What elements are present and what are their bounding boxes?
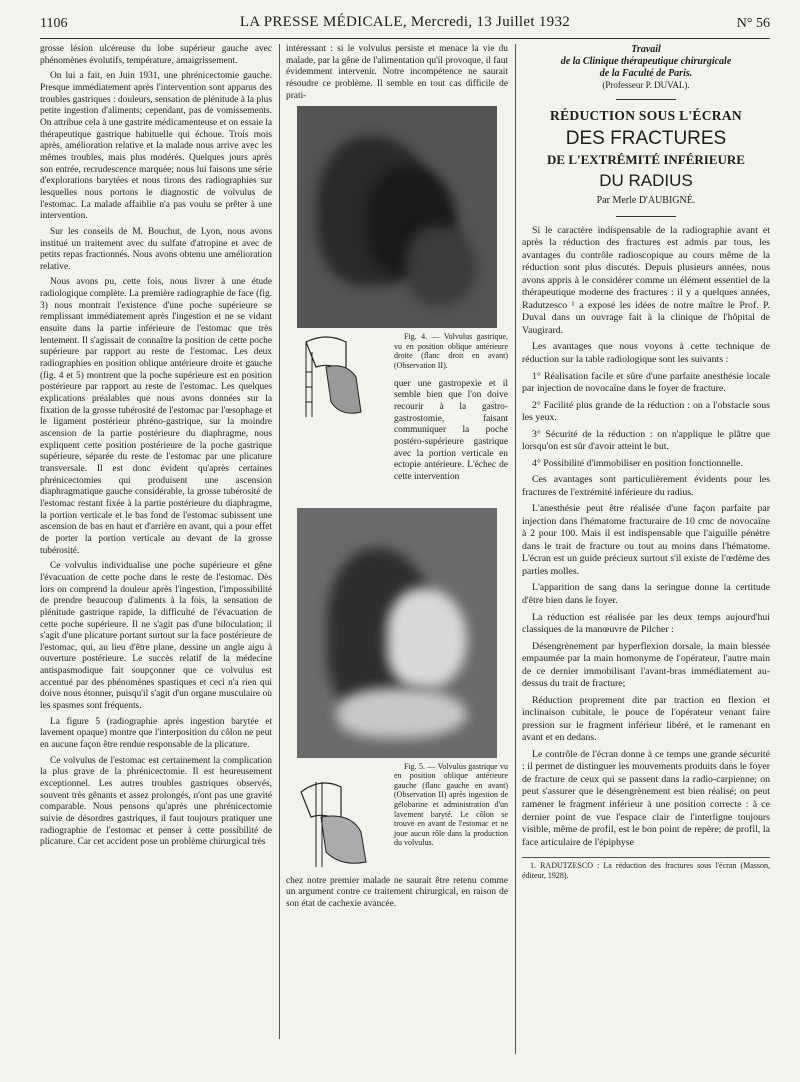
article-title-line: DE L'EXTRÉMITÉ INFÉRIEURE [547,152,745,168]
professor-line: (Professeur P. DUVAL). [602,80,690,90]
paragraph: L'anesthésie peut être réalisée d'une façon parfaite par injection dans l'hématome fracturaire de 10 cmc de novocaïne à 2 pour 100. Mais il est indispensable que l'aiguille pénètre dans le trait de fracture ou tout au moins dans l'hématome. L'écran est un guide précieux surtout s'il existe de l'œdème des parties molles. [522,503,770,577]
paragraph: quer une gastropexie et il semble bien que l'on doive recourir à la gastro-gastrostomie, faisant communiquer la poche postéro-supérieure gastrique avec la portion verticale en ectopie antérieure. L'échec de cette intervention [394,378,508,482]
institution-line: Travail [631,44,661,55]
column-rule [515,44,516,1054]
column-3 [522,44,770,1074]
figure-5-radiograph [297,508,497,758]
institution-note [522,44,770,91]
paragraph: Ce volvulus individualise une poche supérieure et gêne l'évacuation de cette poche dans le reste de l'estomac. Dès lors on comprend la douleur après l'ingestion, l'impossibilité de prendre beaucoup d'aliments à la fois, la sensation de plénitude gastrique rapide, la difficulté de l'évacuation de cette poche supérieure. Il ne s'agit pas d'une biloculation; il s'agit d'une plicature portant surtout sur la face postérieure de l'estomac, qui, au lieu d'être plane, dessine un angle aigu à ouverture postérieure. Le succès relatif de la médecine antispasmodique fait soupçonner que ce volvulus est accentué par des phénomènes spastiques et ceci n'a rien qui doive nous étonner, puisqu'il s'agit d'un organe musculaire où les spasmes sont fréquents. [40,561,272,712]
paragraph: L'apparition de sang dans la seringue donne la certitude d'être bien dans le foyer. [522,582,770,606]
paragraph: 3° Sécurité de la réduction : on n'applique le plâtre que lorsqu'on est sûr d'avoir atteint le but. [522,428,770,453]
institution-line: de la Faculté de Paris. [599,68,693,79]
figure-4-sketch [286,332,386,422]
paragraph: intéressant : si le volvulus persiste et menace la vie du malade, par la gêne de l'alimentation qu'il provoque, il faut évidemment intervenir. Notre incompétence ne saurait résoudre ce problème. Il semble en tout cas difficile de prati- [286,44,508,101]
figure-5-caption: Fig. 5. — Volvulus gastrique vu en position oblique antérieure gauche (flanc gauche en avant) (Observation II) après ingestion de gélobarine et administration d'un lavement baryté. Le côlon se trouve en avant de l'estomac et ne joue aucun rôle dans la production du volvulus. [394,761,508,848]
paragraph: La réduction est réalisée par les deux temps aujourd'hui classiques de la manœuvre de Pilcher : [522,611,770,636]
separator [616,99,676,100]
paragraph: Les avantages que nous voyons à cette technique de réduction sur la table radiologique sont les suivants : [522,341,770,365]
institution-line: de la Clinique thérapeutique chirurgicale [560,56,732,67]
paragraph: 2° Facilité plus grande de la réduction : on a l'obstacle sous les yeux. [522,399,770,424]
article-title-line: DES FRACTURES [565,127,727,149]
page-number: 1106 [40,16,68,31]
article-title-line: RÉDUCTION SOUS L'ÉCRAN [550,107,742,123]
page-header [40,12,770,39]
paragraph: La figure 5 (radiographie après ingestion barytée et lavement opaque) montre que l'interposition du côlon ne peut en aucune façon être rendue responsable de la plicature. [40,716,272,751]
paragraph: Ce volvulus de l'estomac est certainement la complication la plus grave de la phrénicectomie. Il est heureusement exceptionnel. Les autres troubles gastriques observés, souvent très gênants et assez prolongés, n'ont pas une gravité comparable. Nous pensons qu'après une phrénicectomie suivie de désordres gastriques, il faut toujours pratiquer une radiographie de l'estomac et penser à cette possibilité de plicature. Car cet accident pose un problème chirurgical très [40,755,272,848]
journal-title: LA PRESSE MÉDICALE, Mercredi, 13 Juillet 1932 [239,14,571,30]
figure-4-caption: Fig. 4. — Volvulus gastrique, vu en position oblique antérieure droite (flanc droit en avant) (Observation II). [394,332,508,371]
paragraph: grosse lésion ulcéreuse du lobe supérieur gauche avec phénomènes évolutifs, température, amaigrissement. [40,44,272,66]
article-title-line: DU RADIUS [599,171,693,191]
paragraph: Si le caractère indispensable de la radiographie avant et après la réduction des fractures est admis par tous, les avantages du contrôle radioscopique au cours même de la réduction sont plus discutés. Depuis plusieurs années, nous avons appris à le considérer comme un élément essentiel de la thérapeutique moderne des fractures : il y a quelques années, Radutzesco ¹ a exposé les idées de notre maître le Prof. P. Duval dans un ouvrage fait à la clinique de l'hôpital de Vaugirard. [522,224,770,336]
paragraph: On lui a fait, en Juin 1931, une phrénicectomie gauche. Presque immédiatement après l'intervention sont apparus des troubles gastriques : douleurs, sensation de plénitude à la plus petite ingestion d'aliments; cependant, pas de vomissements. On attribue cela à une gastrite médicamenteuse et on essaie la thérapeutique gastrique habituelle qui échoue. Trois mois après, amélioration relative et la malade nous arrive avec les mêmes troubles, mais plus modérés. Quelques jours après son entrée, recrudescence marquée; nous lui faisons une série d'explorations barytées et nous tirons des radiographies sur lesquelles nous portons le diagnostic de volvulus de l'estomac. La malade affaiblie n'a pas voulu se prêter à une intervention. [40,71,272,222]
figure-4-radiograph [297,106,497,328]
footnote: 1. RADUTZESCO : La réduction des fractures sous l'écran (Masson, éditeur, 1928). [522,857,770,881]
column-1 [40,44,272,1039]
column-2 [286,44,508,1054]
column-rule [279,44,280,1039]
paragraph: Le contrôle de l'écran donne à ce temps une grande sécurité : il permet de distinguer les mouvements produits dans le foyer de fracture de ceux qui se passent dans la radio-carpienne; on peut s'assurer que le désengrènement est bien réalisé; on peut ramener le fragment inférieur à une position correcte : à ce dernier point de vue l'espace clair de l'interligne toujours visible, même de profil, est le bon point de repère; de profil, la face articulaire de l'épiphyse [522,748,770,848]
paragraph: Ces avantages sont particulièrement évidents pour les fractures de l'extrémité inférieure du radius. [522,474,770,498]
paragraph: Réduction proprement dite par traction en flexion et inclinaison cubitale, le pouce de l'opérateur venant faire pression sur le fragment inférieur libéré, et le ramenant en avant et en dedans. [522,694,770,744]
paragraph: Nous avons pu, cette fois, nous livrer à une étude radiologique complète. La première radiographie de face (fig. 3) nous montrait l'existence d'une poche supérieure se remplissant immédiatement après l'ingestion et ne se vidant ensuite dans la partie inférieure de l'estomac que très lentement. Il s'agissait de connaître la position de cette poche supérieure par rapport au reste de l'estomac. Les deux radiographies en position oblique antérieure droite et gauche (fig. 4 et 5) montrent que la poche supérieure est en position postérieure par rapport au reste de l'estomac. Les quelques explications préalables que nous avons données sur la fixation de la grosse tubérosité de l'estomac par l'œsophage et le ligament postérieur phréno-gastrique, sur la moindre ascension de la partie postérieure du diaphragme, nous expliquent cette position postérieure de la poche gastrique supérieure, séparée du reste de l'estomac par une plicature transversale. Il est donc évident qu'après certaines phrénicectomies qui produisent une ascension diaphragmatique gauche considérable, la grosse tubérosité de l'estomac restant fixée à la partie postérieure du diaphragme, la portion verticale et le bas fond de l'estomac subissent une ascension de bas en haut et d'arrière en avant, qui a pour effet de porter la portion verticale au devant de la grosse tubérosité. [40,277,272,556]
paragraph: 1° Réalisation facile et sûre d'une parfaite anesthésie locale par injection de novocaïne dans le foyer de fracture. [522,370,770,395]
paragraph: Sur les conseils de M. Bouchut, de Lyon, nous avons institué un traitement avec du sulfate d'atropine et avec de petits repas fractionnés. Nous avons obtenu une amélioration relative. [40,226,272,272]
paragraph: 4° Possibilité d'immobiliser en position fonctionnelle. [532,457,743,469]
article-author: Par Merle D'AUBIGNÉ. [596,195,696,207]
paragraph: chez notre premier malade ne saurait être retenu comme un argument contre ce traitement chirurgical, en raison de son état de cachexie avancée. [286,875,508,909]
issue-number: N° 56 [736,16,770,31]
separator [616,216,676,217]
figure-5-sketch [286,762,386,872]
paragraph: Désengrènement par hyperflexion dorsale, la main blessée empaumée par la main homonyme de l'opérateur, l'autre main de ce dernier immobilisant l'avant-bras immédiatement au-dessus du trait de fracture; [522,640,770,690]
